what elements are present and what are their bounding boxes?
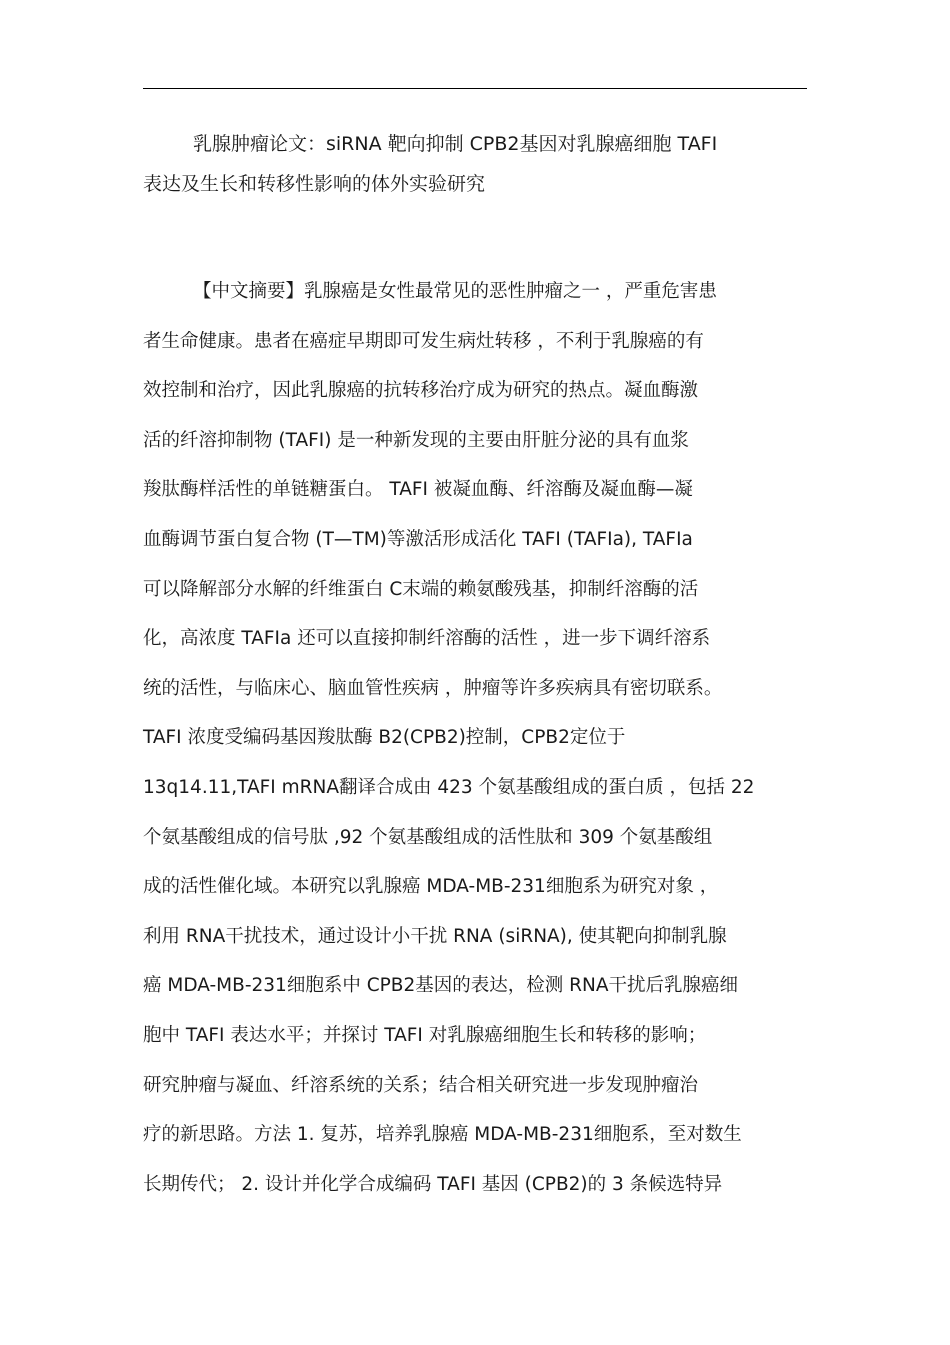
abstract-line: 长期传代； 2. 设计并化学合成编码 TAFI 基因 (CPB2)的 3 条候选特异: [143, 1173, 723, 1195]
abstract-line: 化，高浓度 TAFIa 还可以直接抑制纤溶酶的活性 ，进一步下调纤溶系: [143, 628, 711, 650]
abstract-line: 血酶调节蛋白复合物 (T—TM)等激活形成活化 TAFI (TAFIa), TAFIa: [143, 528, 693, 550]
abstract-line: 者生命健康。患者在癌症早期即可发生病灶转移 ，不利于乳腺癌的有: [143, 330, 704, 352]
abstract-line: 【中文摘要】乳腺癌是女性最常见的恶性肿瘤之一 ，严重危害患: [193, 281, 717, 302]
abstract-line: 13q14.11,TAFI mRNA翻译合成由 423 个氨基酸组成的蛋白质 ，包括 22: [143, 776, 755, 798]
abstract-line: 癌 MDA-MB-231细胞系中 CPB2基因的表达，检测 RNA干扰后乳腺癌细: [143, 975, 738, 997]
abstract-line: 统的活性，与临床心、脑血管性疾病 ，肿瘤等许多疾病具有密切联系。: [143, 677, 723, 699]
abstract-line: 个氨基酸组成的信号肽 ,92 个氨基酸组成的活性肽和 309 个氨基酸组: [143, 826, 713, 848]
title-line: 表达及生长和转移性影响的体外实验研究: [143, 173, 486, 195]
abstract-line: 可以降解部分水解的纤维蛋白 C末端的赖氨酸残基，抑制纤溶酶的活: [143, 578, 699, 600]
header-rule: [143, 88, 807, 89]
document-title: [143, 124, 811, 204]
abstract-line: 研究肿瘤与凝血、纤溶系统的关系；结合相关研究进一步发现肿瘤治: [143, 1074, 699, 1096]
abstract-line: 效控制和治疗，因此乳腺癌的抗转移治疗成为研究的热点。凝血酶激: [143, 380, 699, 402]
abstract-line: 利用 RNA干扰技术，通过设计小干扰 RNA (siRNA), 使其靶向抑制乳腺: [143, 925, 727, 947]
abstract-line: 成的活性催化域。本研究以乳腺癌 MDA-MB-231细胞系为研究对象 ，: [143, 876, 719, 898]
abstract-line: TAFI 浓度受编码基因羧肽酶 B2(CPB2)控制，CPB2定位于: [143, 727, 626, 749]
title-line: 乳腺肿瘤论文：siRNA 靶向抑制 CPB2基因对乳腺癌细胞 TAFI: [193, 133, 718, 155]
abstract-line: 胞中 TAFI 表达水平；并探讨 TAFI 对乳腺癌细胞生长和转移的影响；: [143, 1024, 707, 1046]
abstract-line: 疗的新思路。方法 1. 复苏，培养乳腺癌 MDA-MB-231细胞系，至对数生: [143, 1124, 742, 1146]
abstract-paragraph: [143, 274, 811, 1216]
abstract-line: 羧肽酶样活性的单链糖蛋白。 TAFI 被凝血酶、纤溶酶及凝血酶—凝: [143, 479, 693, 501]
abstract-line: 活的纤溶抑制物 (TAFI) 是一种新发现的主要由肝脏分泌的具有血浆: [143, 429, 689, 451]
